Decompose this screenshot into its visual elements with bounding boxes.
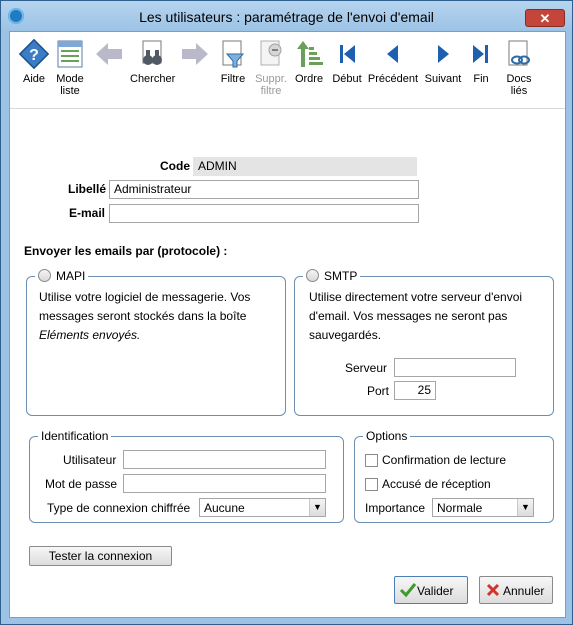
back-arrow-button <box>92 38 126 73</box>
last-record-button[interactable] <box>466 38 496 85</box>
next-icon <box>428 38 458 70</box>
smtp-desc-line2: d'email. Vos messages ne seront pas <box>309 309 508 323</box>
filter-button[interactable] <box>216 38 250 85</box>
list-mode-label-line2: liste <box>60 85 80 97</box>
encryption-label: Type de connexion chiffrée <box>47 501 191 515</box>
first-label: Début <box>332 73 362 85</box>
list-mode-button[interactable] <box>52 38 88 97</box>
linked-docs-button[interactable] <box>500 38 538 97</box>
last-icon <box>466 38 496 70</box>
title-bar <box>1 1 572 31</box>
search-button[interactable] <box>130 38 174 85</box>
toolbar <box>10 32 565 109</box>
code-field: ADMIN <box>193 157 417 176</box>
cancel-label: Annuler <box>503 584 545 598</box>
previous-label: Précédent <box>367 73 419 85</box>
previous-icon <box>378 38 408 70</box>
user-label: Utilisateur <box>63 453 117 467</box>
mapi-desc-line1: Utilise votre logiciel de messagerie. Vos <box>39 290 251 304</box>
check-icon <box>399 581 417 599</box>
smtp-radio[interactable] <box>306 269 319 282</box>
sort-label: Ordre <box>294 73 324 85</box>
filter-icon <box>218 38 248 70</box>
user-field[interactable] <box>123 450 326 469</box>
identification-legend: Identification <box>41 429 109 443</box>
validate-button[interactable] <box>394 576 468 604</box>
list-mode-label-line1: Mode <box>56 73 84 85</box>
next-record-button[interactable] <box>421 38 465 85</box>
forward-arrow-button <box>178 38 212 73</box>
help-button[interactable] <box>14 38 54 85</box>
validate-label: Valider <box>417 584 454 598</box>
previous-record-button[interactable] <box>367 38 419 85</box>
password-field[interactable] <box>123 474 326 493</box>
importance-label: Importance <box>365 501 426 515</box>
mapi-desc-line2: messages seront stockés dans la boîte <box>39 309 247 323</box>
protocol-heading: Envoyer les emails par (protocole) : <box>24 244 228 258</box>
last-label: Fin <box>473 73 489 85</box>
arrow-left-disabled-icon <box>93 38 125 70</box>
sort-button[interactable] <box>292 38 326 85</box>
libelle-field[interactable]: Administrateur <box>109 180 419 199</box>
server-label: Serveur <box>345 361 388 375</box>
smtp-desc-line1: Utilise directement votre serveur d'envoi <box>309 290 523 304</box>
email-field[interactable] <box>109 204 419 223</box>
help-label: Aide <box>22 73 46 85</box>
importance-select[interactable] <box>432 498 534 517</box>
first-icon <box>332 38 362 70</box>
filter-label: Filtre <box>220 73 246 85</box>
linked-docs-label-line1: Docs <box>506 73 532 85</box>
mapi-label: MAPI <box>56 269 86 283</box>
code-label: Code <box>160 159 190 173</box>
mapi-radio[interactable] <box>38 269 51 282</box>
linked-docs-icon <box>504 38 534 70</box>
search-label: Chercher <box>130 73 176 85</box>
next-label: Suivant <box>424 73 462 85</box>
close-button[interactable]: ✕ <box>525 9 565 27</box>
list-mode-icon <box>55 38 85 70</box>
port-field[interactable]: 25 <box>394 381 436 400</box>
chevron-down-icon[interactable]: ▼ <box>517 499 533 516</box>
server-field[interactable] <box>394 358 516 377</box>
delivery-receipt-label[interactable]: Accusé de réception <box>382 477 491 491</box>
mapi-description <box>39 288 250 345</box>
cancel-button[interactable] <box>479 576 553 604</box>
test-connection-button[interactable]: Tester la connexion <box>29 546 172 566</box>
smtp-option[interactable] <box>303 269 360 283</box>
smtp-description <box>309 288 522 345</box>
options-legend: Options <box>366 429 408 443</box>
password-label: Mot de passe <box>45 477 118 491</box>
sort-icon <box>294 38 324 70</box>
chevron-down-icon[interactable]: ▼ <box>309 499 325 516</box>
window-title: Les utilisateurs : paramétrage de l'envoi d'email <box>139 9 434 25</box>
first-record-button[interactable] <box>330 38 364 85</box>
binoculars-icon <box>137 38 167 70</box>
encryption-select[interactable] <box>199 498 326 517</box>
mapi-option[interactable] <box>35 269 88 283</box>
mapi-desc-line3: Eléments envoyés. <box>39 328 141 342</box>
libelle-label: Libellé <box>68 182 107 196</box>
encryption-value: Aucune <box>204 501 245 515</box>
remove-filter-label-line1: Suppr. <box>255 73 287 85</box>
smtp-desc-line3: sauvegardés. <box>309 328 382 342</box>
email-label: E-mail <box>69 206 106 220</box>
read-receipt-label[interactable]: Confirmation de lecture <box>382 453 507 467</box>
delivery-receipt-checkbox[interactable] <box>365 478 378 491</box>
remove-filter-icon <box>256 38 286 70</box>
help-icon <box>18 38 50 70</box>
client-area <box>9 31 566 618</box>
port-label: Port <box>367 384 390 398</box>
linked-docs-label-line2: liés <box>510 85 528 97</box>
remove-filter-label-line2: filtre <box>260 85 282 97</box>
remove-filter-button[interactable] <box>252 38 290 97</box>
arrow-right-disabled-icon <box>179 38 211 70</box>
read-receipt-checkbox[interactable] <box>365 454 378 467</box>
importance-value: Normale <box>437 501 483 515</box>
smtp-label: SMTP <box>324 269 358 283</box>
svg-text:?: ? <box>29 47 39 64</box>
close-icon <box>485 582 501 598</box>
